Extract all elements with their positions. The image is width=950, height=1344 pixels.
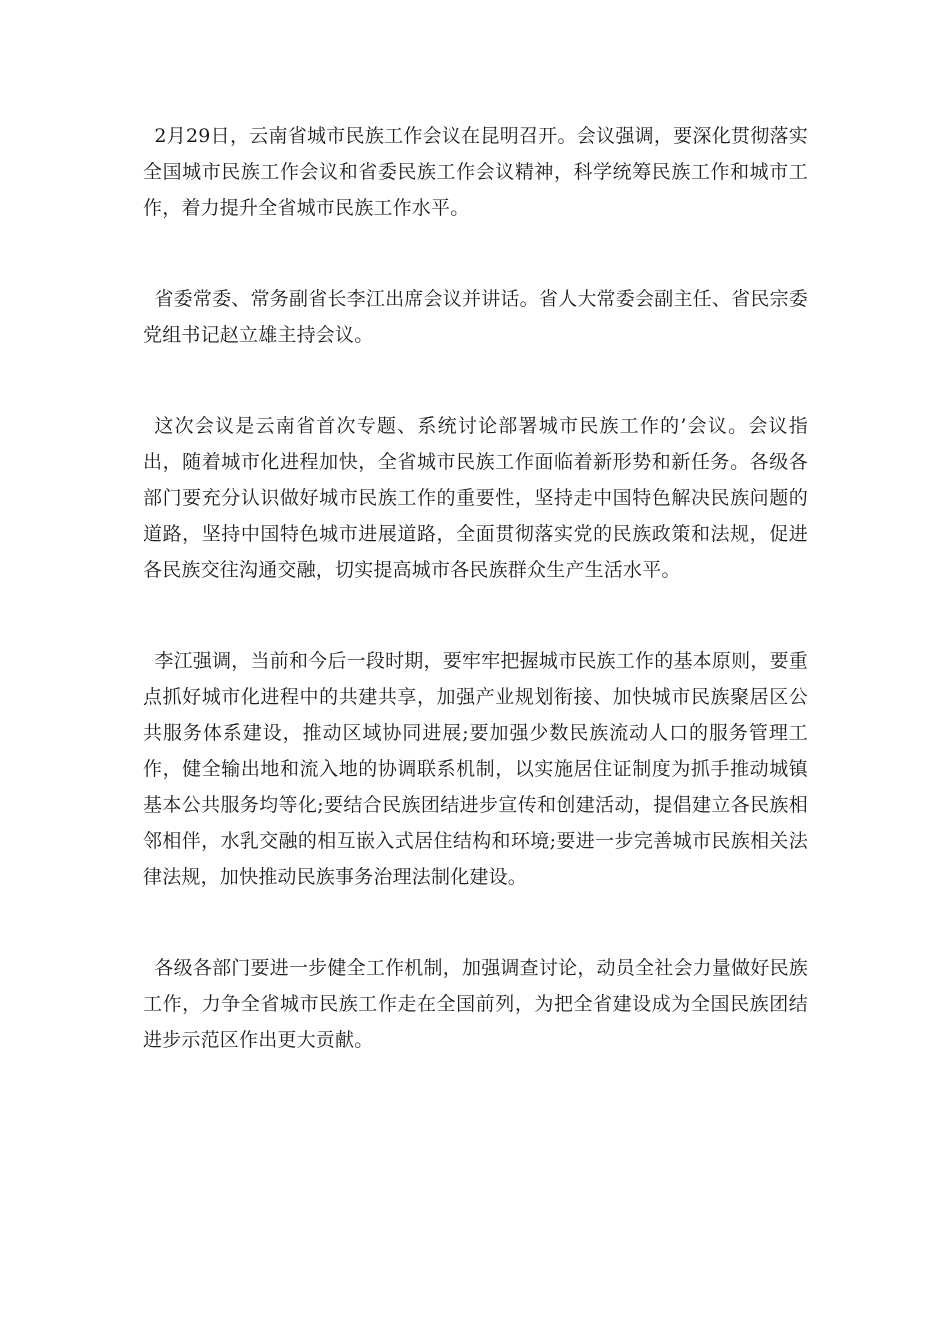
paragraph-meeting-significance: 这次会议是云南省首次专题、系统讨论部署城市民族工作的’会议。会议指出，随着城市化进程加快，全省城市民族工作面临着新形势和新任务。各级各部门要充分认识做好城市民族工作的重要性，坚持走中国特色解决民族问题的道路，坚持中国特色城市进展道路，全面贯彻落实党的民族政策和法规，促进各民族交往沟通交融，切实提高城市各民族群众生产生活水平。 xyxy=(143,415,808,581)
article-body xyxy=(143,118,808,1058)
paragraph-li-jiang-remarks: 李江强调，当前和今后一段时期，要牢牢把握城市民族工作的基本原则，要重点抓好城市化进程中的共建共享，加强产业规划衔接、加快城市民族聚居区公共服务体系建设，推动区域协同进展;要加强少数民族流动人口的服务管理工作，健全输出地和流入地的协调联系机制，以实施居住证制度为抓手推动城镇基本公共服务均等化;要结合民族团结进步宣传和创建活动，提倡建立各民族相邻相伴，水乳交融的相互嵌入式居住结构和环境;要进一步完善城市民族相关法律法规，加快推动民族事务治理法制化建设。 xyxy=(143,650,808,888)
paragraph-closing: 各级各部门要进一步健全工作机制，加强调查讨论，动员全社会力量做好民族工作，力争全省城市民族工作走在全国前列，为把全省建设成为全国民族团结进步示范区作出更大贡献。 xyxy=(143,957,808,1051)
paragraph-attendees: 省委常委、常务副省长李江出席会议并讲话。省人大常委会副主任、省民宗委党组书记赵立雄主持会议。 xyxy=(143,288,808,346)
paragraph-meeting-opening: 2月29日，云南省城市民族工作会议在昆明召开。会议强调，要深化贯彻落实全国城市民族工作会议和省委民族工作会议精神，科学统筹民族工作和城市工作，着力提升全省城市民族工作水平。 xyxy=(143,125,808,219)
